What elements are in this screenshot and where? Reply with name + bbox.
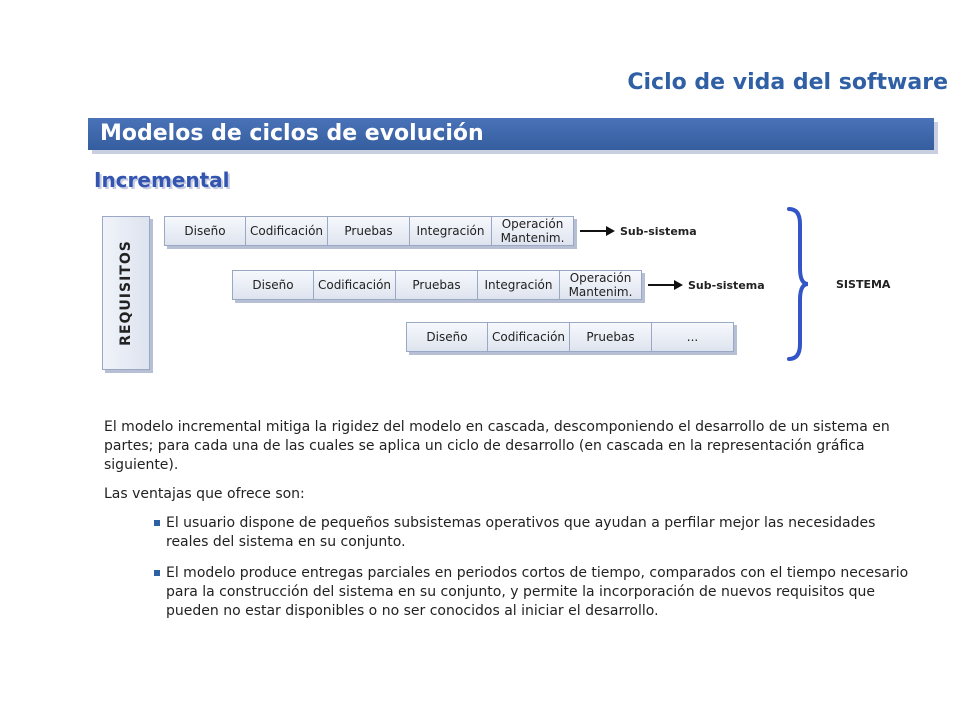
system-label: SISTEMA bbox=[836, 278, 891, 291]
banner-title: Modelos de ciclos de evolución bbox=[100, 121, 484, 146]
phase-design: Diseño bbox=[164, 216, 246, 246]
phase-row-3 bbox=[406, 322, 734, 352]
phase-design: Diseño bbox=[232, 270, 314, 300]
phase-design: Diseño bbox=[406, 322, 488, 352]
bullet-text: El usuario dispone de pequeños subsistemas operativos que ayudan a perfilar mejor las necesidades reales del sistema en su conjunto. bbox=[166, 515, 876, 550]
phase-coding: Codificación bbox=[488, 322, 570, 352]
phase-testing: Pruebas bbox=[570, 322, 652, 352]
advantages-intro: Las ventajas que ofrece son: bbox=[104, 486, 305, 502]
phase-operation: Operación Mantenim. bbox=[492, 216, 574, 246]
subsystem-label: Sub-sistema bbox=[620, 225, 697, 238]
phase-continuation: ... bbox=[652, 322, 734, 352]
subsystem-label: Sub-sistema bbox=[688, 279, 765, 292]
section-banner bbox=[88, 118, 934, 150]
list-item bbox=[166, 564, 914, 621]
phase-integration: Integración bbox=[478, 270, 560, 300]
requirements-label: REQUISITOS bbox=[118, 240, 134, 346]
requirements-box bbox=[102, 216, 150, 370]
bullet-square-icon bbox=[154, 520, 160, 526]
description-text bbox=[104, 418, 914, 633]
intro-paragraph: El modelo incremental mitiga la rigidez del modelo en cascada, descomponiendo el desarrollo de un sistema en partes; para cada una de las cuales se aplica un ciclo de desarrollo (en cascada en la representación gráfica siguiente). bbox=[104, 419, 890, 473]
arrow-head-icon bbox=[674, 280, 683, 290]
arrow-line bbox=[648, 284, 676, 286]
phase-testing: Pruebas bbox=[396, 270, 478, 300]
phase-row-2 bbox=[232, 270, 642, 300]
phase-coding: Codificación bbox=[246, 216, 328, 246]
system-brace-icon bbox=[786, 206, 810, 362]
phase-operation: Operación Mantenim. bbox=[560, 270, 642, 300]
section-title: Incremental bbox=[94, 168, 230, 192]
arrow-head-icon bbox=[606, 226, 615, 236]
phase-coding: Codificación bbox=[314, 270, 396, 300]
bullet-square-icon bbox=[154, 570, 160, 576]
phase-integration: Integración bbox=[410, 216, 492, 246]
phase-testing: Pruebas bbox=[328, 216, 410, 246]
page-title: Ciclo de vida del software bbox=[627, 70, 948, 95]
arrow-line bbox=[580, 230, 608, 232]
bullet-text: El modelo produce entregas parciales en periodos cortos de tiempo, comparados con el tiempo necesario para la construcción del sistema en su conjunto, y permite la incorporación de nuevos requisitos que pueden no estar disponibles o no ser conocidos al iniciar el desarrollo. bbox=[166, 565, 909, 619]
phase-row-1 bbox=[164, 216, 574, 246]
list-item bbox=[166, 514, 914, 552]
